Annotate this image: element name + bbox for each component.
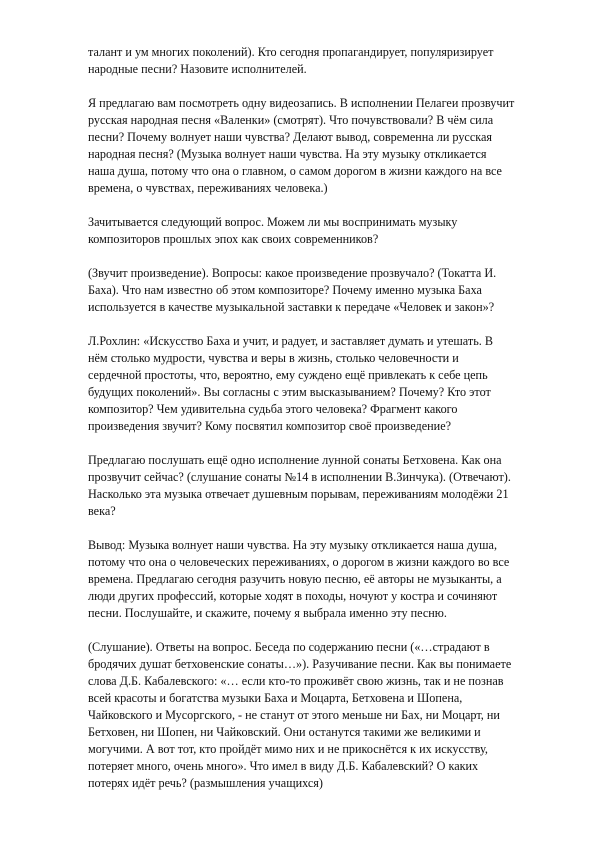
paragraph [88, 44, 543, 78]
text-line: потому что она о человеческих переживаниях, о дорогом в жизни каждого во все [88, 555, 510, 569]
text-line: Я предлагаю вам посмотреть одну видеозапись. В исполнении Пелагеи прозвучит [88, 96, 515, 110]
text-line: (Звучит произведение). Вопросы: какое произведение прозвучало? (Токатта И. [88, 266, 497, 280]
text-line: будущих поколений». Вы согласны с этим высказыванием? Почему? Кто этот [88, 385, 491, 399]
document-body [88, 44, 543, 809]
paragraph [88, 333, 543, 435]
text-line: сердечной простоты, что, вероятно, ему суждено ещё привлекать к себе цепь [88, 368, 488, 382]
paragraph [88, 214, 543, 248]
text-line: времена, о чувствах, переживаниях человека.) [88, 181, 328, 195]
text-line: слова Д.Б. Кабалевского: «… если кто-то проживёт свою жизнь, так и не познав [88, 674, 504, 688]
text-line: потеряет много, очень много». Что имел в виду Д.Б. Кабалевский? О каких [88, 759, 479, 773]
text-line: Предлагаю послушать ещё одно исполнение лунной сонаты Бетховена. Как она [88, 453, 502, 467]
text-line: народная песня? (Музыка волнует наши чувства. На эту музыку откликается [88, 147, 487, 161]
text-line: песни? Почему волнует наши чувства? Делают вывод, современна ли русская [88, 130, 492, 144]
text-line: народные песни? Назовите исполнителей. [88, 62, 307, 76]
text-line: композитор? Чем удивительна судьба этого человека? Фрагмент какого [88, 402, 458, 416]
text-line: времена. Предлагаю сегодня разучить новую песню, её авторы не музыканты, а [88, 572, 502, 586]
paragraph [88, 265, 543, 316]
text-line: Насколько эта музыка отвечает душевным порывам, переживаниям молодёжи 21 [88, 487, 509, 501]
text-line: Баха). Что нам известно об этом композиторе? Почему именно музыка Баха [88, 283, 482, 297]
text-line: Чайковского и Мусоргского, - не станут от этого меньше ни Бах, ни Моцарт, ни [88, 708, 500, 722]
text-line: композиторов прошлых эпох как своих современников? [88, 232, 379, 246]
paragraph [88, 639, 543, 792]
text-line: талант и ум многих поколений). Кто сегодня пропагандирует, популяризирует [88, 45, 494, 59]
text-line: нём столько мудрости, чувства и веры в жизнь, столько человечности и [88, 351, 459, 365]
paragraph [88, 537, 543, 622]
text-line: прозвучит сейчас? (слушание сонаты №14 в исполнении В.Зинчука). (Отвечают). [88, 470, 511, 484]
text-line: (Слушание). Ответы на вопрос. Беседа по содержанию песни («…страдают в [88, 640, 490, 654]
text-line: бродячих душат бетховенские сонаты…»). Разучивание песни. Как вы понимаете [88, 657, 512, 671]
text-line: Л.Рохлин: «Искусство Баха и учит, и радует, и заставляет думать и утешать. В [88, 334, 493, 348]
text-line: века? [88, 504, 116, 518]
paragraph [88, 452, 543, 520]
text-line: всей красоты и богатства музыки Баха и Моцарта, Бетховена и Шопена, [88, 691, 463, 705]
text-line: русская народная песня «Валенки» (смотрят). Что почувствовали? В чём сила [88, 113, 494, 127]
text-line: песни. Послушайте, и скажите, почему я выбрала именно эту песню. [88, 606, 447, 620]
text-line: потерях идёт речь? (размышления учащихся) [88, 776, 323, 790]
text-line: могучими. А вот тот, кто пройдёт мимо них и не прикоснётся к их искусству, [88, 742, 488, 756]
text-line: произведения звучит? Кому посвятил композитор своё произведение? [88, 419, 452, 433]
text-line: используется в качестве музыкальной заставки к передаче «Человек и закон»? [88, 300, 495, 314]
text-line: Вывод: Музыка волнует наши чувства. На эту музыку откликается наша душа, [88, 538, 498, 552]
text-line: Бетховен, ни Шопен, ни Чайковский. Они останутся такими же великими и [88, 725, 481, 739]
text-line: Зачитывается следующий вопрос. Можем ли мы воспринимать музыку [88, 215, 458, 229]
paragraph [88, 95, 543, 197]
text-line: наша душа, потому что она о главном, о самом дорогом в жизни каждого на все [88, 164, 502, 178]
text-line: люди других профессий, которые ходят в походы, ночуют у костра и сочиняют [88, 589, 498, 603]
